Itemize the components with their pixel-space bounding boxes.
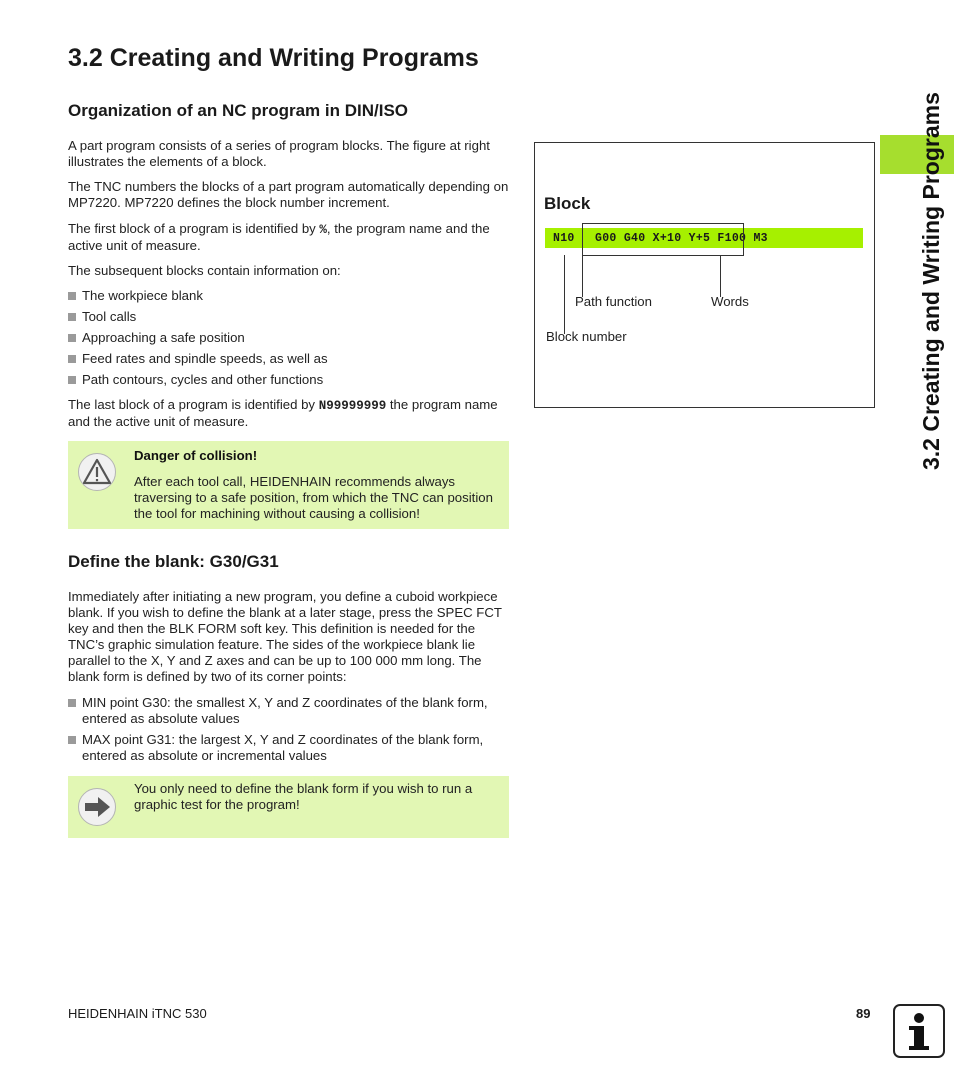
organization-para-4: The subsequent blocks contain information on:	[68, 263, 341, 278]
page-number: 89	[856, 1006, 871, 1021]
tip-note	[68, 776, 509, 838]
warning-triangle-icon	[78, 453, 116, 491]
list-item: Path contours, cycles and other functions	[68, 372, 508, 388]
bullet-square-icon	[68, 376, 76, 384]
list-item: MAX point G31: the largest X, Y and Z coordinates of the blank form, entered as absolute or incremental values	[68, 732, 524, 764]
info-icon	[893, 1004, 945, 1058]
list-item: The workpiece blank	[68, 288, 508, 304]
organization-para-1: A part program consists of a series of program blocks. The figure at right illustrates the elements of a block.	[68, 138, 490, 169]
block-number-code: N10	[553, 232, 575, 245]
path-function-label: Path function	[575, 294, 652, 309]
block-number-pointer	[564, 255, 565, 334]
block-number-label: Block number	[546, 329, 627, 344]
warning-note	[68, 441, 509, 529]
list-item: Feed rates and spindle speeds, as well as	[68, 351, 508, 367]
bullet-square-icon	[68, 334, 76, 342]
organization-para-5	[68, 397, 508, 430]
words-bracket-box	[582, 223, 744, 256]
para-3-text-start: The first block of a program is identified by	[68, 221, 320, 236]
program-end-block: N99999999	[318, 399, 387, 413]
block-figure	[534, 142, 875, 408]
tip-text: You only need to define the blank form if you wish to run a graphic test for the program!	[134, 781, 473, 812]
para-5-text-end: the program name and the active unit of measure.	[68, 397, 498, 429]
organization-heading: Organization of an NC program in DIN/ISO	[68, 101, 409, 120]
blank-heading: Define the blank: G30/G31	[68, 552, 279, 571]
bullet-square-icon	[68, 699, 76, 707]
words-label: Words	[711, 294, 749, 309]
bullet-square-icon	[68, 292, 76, 300]
bullet-square-icon	[68, 355, 76, 363]
page-title: 3.2 Creating and Writing Programs	[68, 44, 479, 72]
footer-manual-name: HEIDENHAIN iTNC 530	[68, 1006, 207, 1021]
arrow-right-icon	[78, 788, 116, 826]
warning-title: Danger of collision!	[134, 448, 258, 463]
words-code: G00 G40 X+10 Y+5 F100 M3	[595, 232, 768, 245]
program-start-symbol: %	[319, 223, 327, 237]
path-function-pointer	[582, 255, 583, 297]
side-section-title: 3.2 Creating and Writing Programs	[918, 92, 944, 470]
para-5-text-start: The last block of a program is identified by	[68, 397, 319, 412]
list-item: Approaching a safe position	[68, 330, 508, 346]
bullet-square-icon	[68, 313, 76, 321]
blank-para: Immediately after initiating a new program, you define a cuboid workpiece blank. If you wish to define the blank at a later stage, press the SPEC FCT key and then the BLK FORM soft key. This definition is needed for the TNC’s graphic simulation feature. The sides of the workpiece blank lie parallel to the X, Y and Z axes and can be up to 100 000 mm long. The blank form is defined by two of its corner points:	[68, 589, 502, 684]
organization-para-2: The TNC numbers the blocks of a part program automatically depending on MP7220. MP7220 defines the block number increment.	[68, 179, 509, 210]
words-pointer	[720, 255, 721, 297]
figure-title: Block	[544, 194, 591, 213]
warning-text: After each tool call, HEIDENHAIN recommends always traversing to a safe position, from which the TNC can position the tool for machining without causing a collision!	[134, 474, 493, 521]
para-3-text-end: , the program name and the active unit of measure.	[68, 221, 490, 253]
organization-para-3	[68, 221, 510, 254]
list-item: MIN point G30: the smallest X, Y and Z coordinates of the blank form, entered as absolute values	[68, 695, 512, 727]
list-item: Tool calls	[68, 309, 508, 325]
bullet-square-icon	[68, 736, 76, 744]
